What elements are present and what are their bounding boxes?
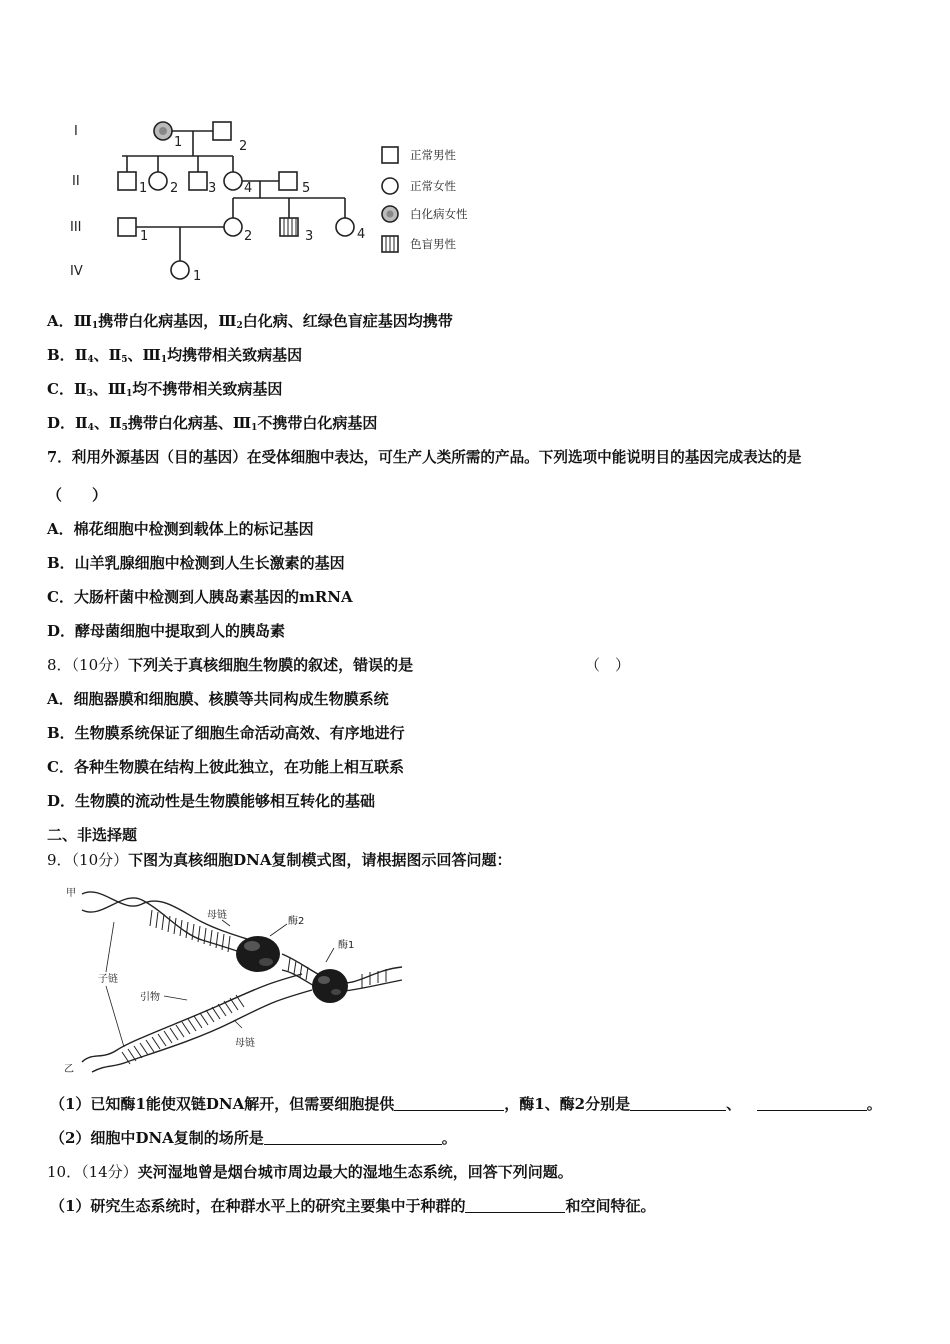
q10-stem: 10．（14分）夹河湿地曾是烟台城市周边最大的湿地生态系统，回答下列问题。 bbox=[47, 1163, 573, 1181]
num-I2: 2 bbox=[239, 139, 248, 154]
label-parent-strand-bottom: 母链 bbox=[235, 1038, 255, 1049]
num-II4: 4 bbox=[244, 181, 253, 196]
individual-III1-male bbox=[118, 218, 136, 236]
individual-II3-male bbox=[189, 172, 207, 190]
q10-blank-1[interactable] bbox=[465, 1198, 565, 1213]
individual-II2-female bbox=[149, 172, 167, 190]
individual-I2-male bbox=[213, 122, 231, 140]
individual-III4-female bbox=[336, 218, 354, 236]
q7-option-a: A．棉花细胞中检测到载体上的标记基因 bbox=[47, 520, 314, 538]
q7-option-b: B．山羊乳腺细胞中检测到人生长激素的基因 bbox=[47, 554, 345, 572]
q8-option-b: B．生物膜系统保证了细胞生命活动高效、有序地进行 bbox=[47, 724, 405, 742]
legend-albino-female: 白化病女性 bbox=[410, 207, 468, 221]
gen-label-I: I bbox=[74, 124, 78, 139]
individual-III2-female bbox=[224, 218, 242, 236]
gen-label-II: II bbox=[72, 174, 80, 189]
q6-option-a: A．$Ⅲ_1$携带白化病基因，$Ⅲ_2$白化病、红绿色盲症基因均携带 bbox=[47, 312, 453, 331]
label-primer: 引物 bbox=[140, 992, 160, 1003]
q9-sub2: （2）细胞中DNA复制的场所是 。 bbox=[50, 1129, 457, 1147]
q9-blank-4[interactable] bbox=[264, 1130, 442, 1145]
label-yi: 乙 bbox=[64, 1064, 74, 1075]
num-II2: 2 bbox=[170, 181, 179, 196]
q6-option-d: D．$Ⅱ_4$、$Ⅱ_5$携带白化病基、$Ⅲ_1$不携带白化病基因 bbox=[47, 414, 378, 433]
individual-IV1-female bbox=[171, 261, 189, 279]
q8-stem: 8．（10分）下列关于真核细胞生物膜的叙述，错误的是 bbox=[47, 656, 414, 674]
q6-option-c: C．$Ⅱ_3$、$Ⅲ_1$均不携带相关致病基因 bbox=[47, 380, 283, 399]
label-jia: 甲 bbox=[66, 888, 76, 899]
legend-colorblind-male: 色盲男性 bbox=[410, 237, 456, 251]
q8-paren: （ ） bbox=[585, 656, 631, 674]
enzyme-2-icon bbox=[236, 936, 280, 972]
num-I1: 1 bbox=[174, 135, 183, 150]
legend-normal-female: 正常女性 bbox=[410, 179, 456, 193]
label-enzyme-1: 酶1 bbox=[338, 940, 355, 951]
pedigree-diagram bbox=[60, 112, 490, 292]
q8-option-c: C．各种生物膜在结构上彼此独立，在功能上相互联系 bbox=[47, 758, 404, 776]
q9-blank-2[interactable] bbox=[630, 1096, 726, 1111]
q9-blank-1[interactable] bbox=[394, 1096, 504, 1111]
q7-option-c: C．大肠杆菌中检测到人胰岛素基因的mRNA bbox=[47, 588, 353, 606]
legend-normal-male: 正常男性 bbox=[410, 148, 456, 162]
daughter-strand-lower bbox=[82, 974, 302, 1062]
q8-option-d: D．生物膜的流动性是生物膜能够相互转化的基础 bbox=[47, 792, 376, 810]
q9-sub1: （1）已知酶1能使双链DNA解开，但需要细胞提供 ，酶1、酶2分别是 、 。 bbox=[50, 1095, 882, 1113]
q8-option-a: A．细胞器膜和细胞膜、核膜等共同构成生物膜系统 bbox=[47, 690, 389, 708]
q7-stem: 7．利用外源基因（目的基因）在受体细胞中表达，可生产人类所需的产品。下列选项中能说明目的基因完成表达的是 bbox=[47, 449, 802, 466]
label-enzyme-2: 酶2 bbox=[288, 916, 305, 927]
num-II3: 3 bbox=[208, 181, 217, 196]
gen-label-IV: IV bbox=[70, 264, 83, 279]
q9-stem: 9．（10分）下图为真核细胞DNA复制模式图，请根据图示回答问题： bbox=[47, 851, 512, 869]
label-daughter-strand: 子链 bbox=[98, 974, 118, 985]
num-III2: 2 bbox=[244, 229, 253, 244]
enzyme-1-icon bbox=[312, 969, 348, 1003]
num-II1: 1 bbox=[139, 181, 148, 196]
individual-III3-colorblind-male bbox=[280, 218, 298, 236]
individual-II4-female bbox=[224, 172, 242, 190]
gen-label-III: III bbox=[70, 220, 82, 235]
q7-option-d: D．酵母菌细胞中提取到人的胰岛素 bbox=[47, 622, 286, 640]
num-III4: 4 bbox=[357, 227, 366, 242]
legend-normal-female-icon bbox=[382, 178, 398, 194]
legend-normal-male-icon bbox=[382, 147, 398, 163]
individual-II5-male bbox=[279, 172, 297, 190]
q6-option-b: B．$Ⅱ_4$、$Ⅱ_5$、$Ⅲ_1$均携带相关致病基因 bbox=[47, 346, 303, 365]
num-IV1: 1 bbox=[193, 269, 202, 284]
num-III3: 3 bbox=[305, 229, 314, 244]
q10-sub1: （1）研究生态系统时，在种群水平上的研究主要集中于种群的 和空间特征。 bbox=[50, 1197, 656, 1215]
q9-blank-3[interactable] bbox=[757, 1096, 867, 1111]
parent-strand-upper bbox=[82, 892, 262, 944]
num-II5: 5 bbox=[302, 181, 311, 196]
dna-replication-figure bbox=[62, 882, 412, 1077]
q7-paren: （ ） bbox=[47, 486, 108, 504]
section-heading: 二、非选择题 bbox=[47, 826, 138, 844]
label-parent-strand-top: 母链 bbox=[207, 910, 227, 921]
individual-II1-male bbox=[118, 172, 136, 190]
num-III1: 1 bbox=[140, 229, 149, 244]
